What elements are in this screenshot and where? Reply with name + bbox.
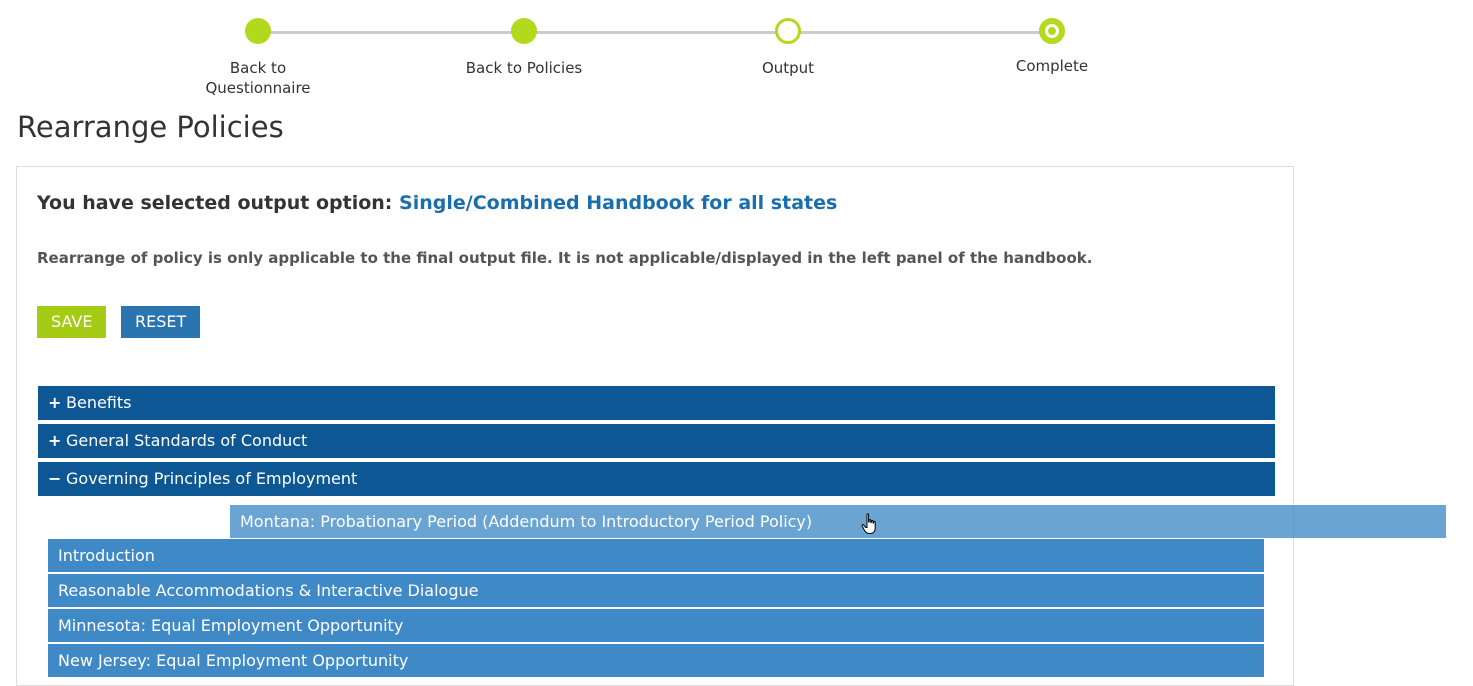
collapse-minus-icon: −	[48, 469, 62, 488]
accordion-governing-principles-of-employment[interactable]	[38, 462, 1275, 496]
accordion-general-standards-of-conduct[interactable]	[38, 424, 1275, 458]
accordion-benefits[interactable]	[38, 386, 1275, 420]
policy-item[interactable]: Introduction	[48, 539, 1264, 572]
output-option-value: Single/Combined Handbook for all states	[399, 192, 838, 214]
step-back-to-policies[interactable]	[424, 18, 624, 78]
step-label: Output	[761, 59, 815, 77]
step-label: Back to Questionnaire	[205, 59, 311, 97]
step-pending-icon	[775, 18, 801, 44]
step-back-to-questionnaire[interactable]	[158, 18, 358, 98]
stepper-track	[258, 31, 1052, 34]
step-done-icon	[511, 18, 537, 44]
step-complete[interactable]	[952, 18, 1152, 76]
step-label: Back to Policies	[465, 59, 583, 77]
progress-stepper	[0, 0, 1473, 110]
reset-button[interactable]: RESET	[121, 306, 200, 338]
accordion-label: General Standards of Conduct	[66, 431, 308, 450]
expand-plus-icon: +	[48, 393, 62, 412]
accordion-label: Benefits	[66, 393, 132, 412]
hand-pointer-cursor-icon	[861, 513, 879, 535]
output-option-prefix: You have selected output option:	[37, 192, 393, 214]
output-option-line	[37, 192, 837, 214]
accordion-label: Governing Principles of Employment	[66, 469, 358, 488]
policy-item[interactable]: Reasonable Accommodations & Interactive Dialogue	[48, 574, 1264, 607]
rearrange-panel	[16, 166, 1294, 686]
save-button[interactable]: SAVE	[37, 306, 106, 338]
rearrange-note: Rearrange of policy is only applicable to the final output file. It is not applicable/displayed in the left panel of the handbook.	[37, 249, 1093, 267]
expand-plus-icon: +	[48, 431, 62, 450]
step-label: Complete	[1015, 57, 1089, 75]
policy-item[interactable]: Minnesota: Equal Employment Opportunity	[48, 609, 1264, 642]
step-output[interactable]	[688, 18, 888, 78]
step-done-icon	[245, 18, 271, 44]
dragging-policy-item[interactable]: Montana: Probationary Period (Addendum to Introductory Period Policy)	[230, 505, 1446, 538]
step-current-icon	[1039, 18, 1065, 44]
page-title: Rearrange Policies	[17, 110, 284, 144]
policy-item[interactable]: New Jersey: Equal Employment Opportunity	[48, 644, 1264, 677]
